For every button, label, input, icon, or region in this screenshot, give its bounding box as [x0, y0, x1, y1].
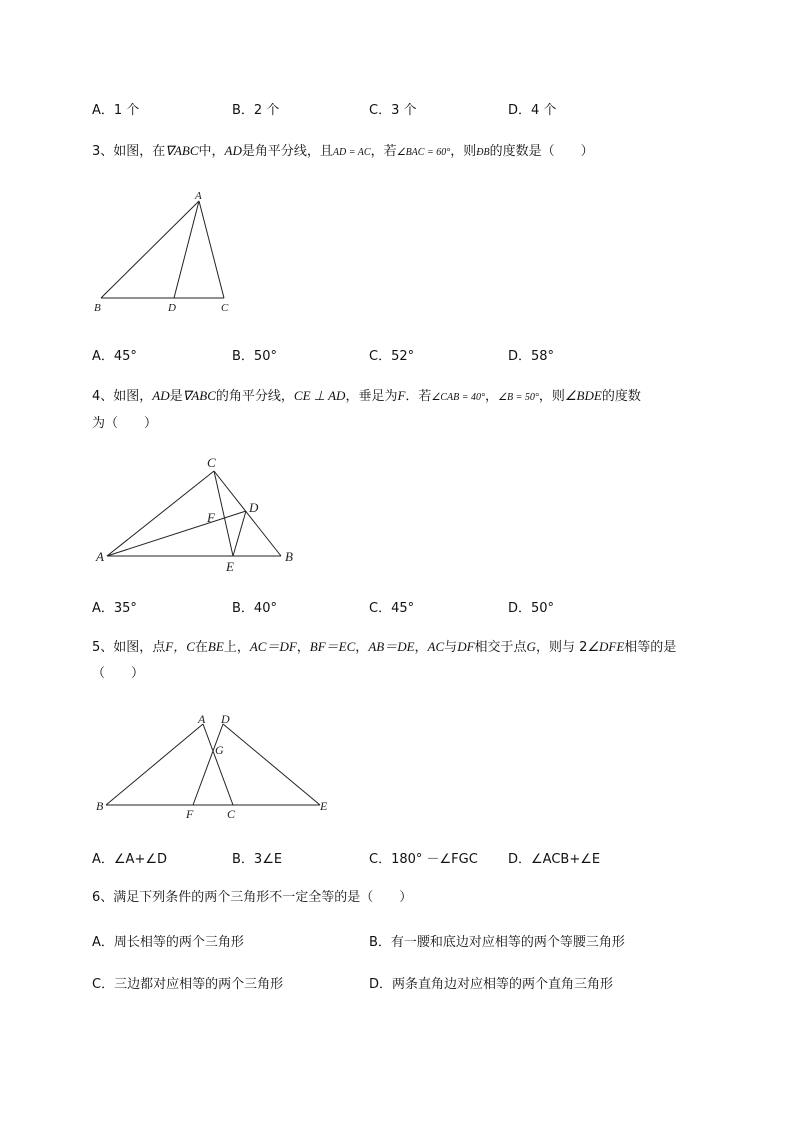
q6-option-c[interactable]: C．三边都对应相等的两个三角形 — [92, 977, 284, 992]
q5-option-b[interactable]: B．3∠E — [232, 852, 283, 867]
q5-question — [92, 634, 737, 687]
q4-question — [92, 383, 737, 437]
q4-option-c[interactable]: C．45° — [369, 601, 415, 616]
q4-option-b[interactable]: B．40° — [232, 601, 277, 616]
q4-label-b: B — [285, 549, 293, 564]
q3-label-d: D — [168, 302, 176, 314]
q4-side-cb — [214, 471, 281, 556]
q3-side-ac — [199, 201, 224, 298]
q6-option-d[interactable]: D．两条直角边对应相等的两个直角三角形 — [369, 977, 614, 992]
q3-label-b: B — [94, 302, 101, 314]
q4-figure — [90, 450, 310, 580]
q5-label-f: F — [186, 807, 194, 821]
q4-label-f: F — [207, 510, 215, 525]
q4-label-e: E — [226, 559, 234, 574]
q6-option-a[interactable]: A．周长相等的两个三角形 — [92, 935, 244, 950]
q4-label-a: A — [96, 549, 104, 564]
q3-side-ab — [101, 201, 199, 298]
q5-label-d: D — [221, 712, 230, 726]
q4-line-1: 4、如图，AD是∇ABC的角平分线，CE ⊥ AD，垂足为F．若∠CAB = 40°，∠B = 50°，则∠BDE的度数 — [92, 388, 641, 404]
q2-option-c[interactable]: C．3 个 — [369, 103, 417, 118]
q4-option-d[interactable]: D．50° — [508, 601, 555, 616]
q5-label-c: C — [227, 807, 236, 821]
q5-line-1: 5、如图，点F，C在BE上，AC＝DF，BF＝EC，AB＝DE，AC与DF相交于点G，则与 2∠DFE相等的是 — [92, 639, 677, 655]
q4-segment-ad — [107, 511, 246, 556]
q2-options — [92, 99, 732, 119]
q3-option-b[interactable]: B．50° — [232, 349, 277, 364]
q4-label-c: C — [207, 455, 216, 470]
q2-option-d[interactable]: D．4 个 — [508, 103, 557, 118]
q5-option-d[interactable]: D．∠ACB+∠E — [508, 852, 601, 867]
q5-option-a[interactable]: A．∠A+∠D — [92, 852, 167, 867]
q5-side-de — [223, 724, 320, 805]
q3-question: 3、如图，在∇ABC中，AD是角平分线，且AD = AC，若∠BAC = 60°，则ÐB的度数是（ ） — [92, 143, 594, 159]
q4-label-d: D — [249, 500, 259, 515]
q6-question: 6、满足下列条件的两个三角形不一定全等的是（ ） — [92, 890, 413, 905]
q5-option-c[interactable]: C．180° －∠FGC — [369, 852, 478, 867]
q4-line-2: 为（ ） — [92, 416, 158, 431]
q2-option-b[interactable]: B．2 个 — [232, 103, 280, 118]
q5-options — [92, 848, 732, 868]
q4-options — [92, 597, 732, 617]
q6-option-b[interactable]: B．有一腰和底边对应相等的两个等腰三角形 — [369, 935, 625, 950]
q3-segment-ad — [174, 201, 199, 298]
q3-option-c[interactable]: C．52° — [369, 349, 415, 364]
q5-label-b: B — [96, 799, 104, 813]
q6-options-row-2 — [92, 973, 732, 993]
q5-line-2: （ ） — [92, 666, 145, 681]
q4-segment-de — [233, 511, 246, 556]
q2-option-a[interactable]: A．1 个 — [92, 103, 140, 118]
q3-label-c: C — [221, 302, 229, 314]
q3-option-d[interactable]: D．58° — [508, 349, 555, 364]
q3-label-a: A — [195, 190, 202, 202]
q5-side-ba — [106, 724, 203, 805]
q6-options-row-1 — [92, 931, 732, 951]
q5-label-g: G — [215, 743, 224, 757]
q5-label-e: E — [320, 799, 328, 813]
q3-figure — [88, 188, 248, 318]
q4-side-ac — [107, 471, 214, 556]
q3-option-a[interactable]: A．45° — [92, 349, 137, 364]
q5-label-a: A — [198, 712, 206, 726]
q3-options — [92, 345, 732, 365]
q5-figure — [90, 706, 340, 826]
q4-option-a[interactable]: A．35° — [92, 601, 137, 616]
